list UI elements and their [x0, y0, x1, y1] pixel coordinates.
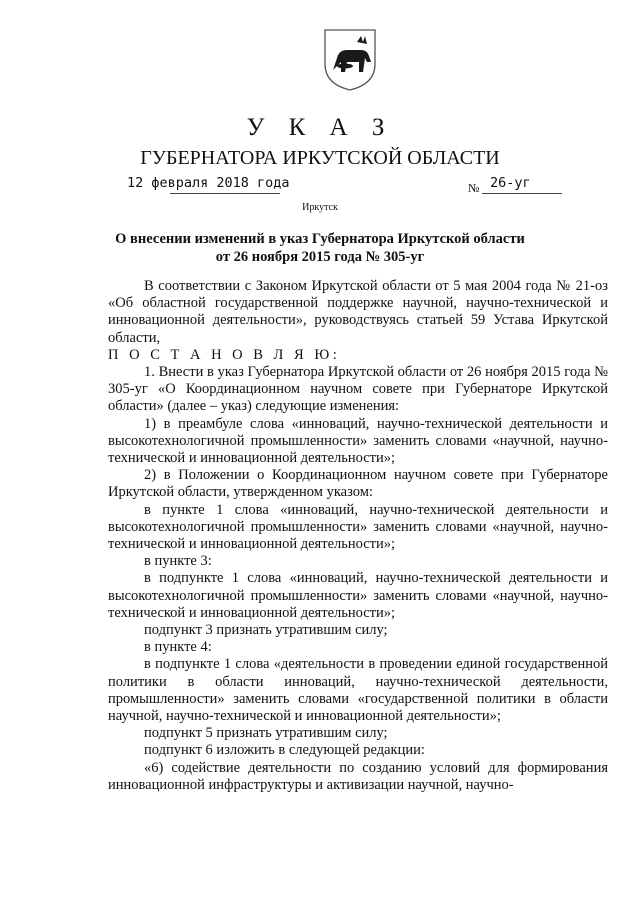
- document-type-title: У К А З: [246, 114, 394, 141]
- document-heading: [0, 230, 640, 266]
- issuer-title: ГУБЕРНАТОРА ИРКУТСКОЙ ОБЛАСТИ: [140, 147, 500, 169]
- paragraph: подпункт 3 признать утратившим силу;: [144, 622, 388, 639]
- paragraph: в пункте 1 слова «инноваций, научно-технической деятельности и высокотехнологичной промышленности» заменить словами «научной, научно-технической и инновационной деятельности»;: [108, 501, 608, 553]
- paragraph: «6) содействие деятельности по созданию условий для формирования инновационной инфраструктуры и активизации научной, научно-: [108, 759, 608, 793]
- document-date: 12 февраля 2018 года: [127, 175, 290, 191]
- paragraph: 2) в Положении о Координационном научном совете при Губернаторе Иркутской области, утвержденном указом:: [108, 467, 608, 501]
- paragraph: в пункте 3:: [144, 553, 212, 570]
- date-underline: [170, 193, 280, 194]
- paragraph: подпункт 6 изложить в следующей редакции:: [144, 742, 425, 759]
- paragraph: 1. Внести в указ Губернатора Иркутской области от 26 ноября 2015 года № 305-уг «О Координационном научном совете при Губернаторе Иркутской области» (далее – указ) следующие изменения:: [108, 364, 608, 415]
- paragraph: в пункте 4:: [144, 639, 212, 656]
- heading-line: от 26 ноября 2015 года № 305-уг: [215, 249, 425, 265]
- paragraph: В соответствии с Законом Иркутской области от 5 мая 2004 года № 21-оз «Об областной государственной поддержке научной, научно-технической и инновационной деятельности», руководствуясь статьей 59 Устава Иркутской области,: [108, 278, 608, 346]
- number-sign: №: [468, 181, 480, 195]
- paragraph: в подпункте 1 слова «инноваций, научно-технической деятельности и высокотехнологичной промышленности» заменить словами «научной, научно-технической и инновационной деятельности»;: [108, 570, 608, 621]
- document-body: [108, 278, 608, 794]
- resolve-word: П О С Т А Н О В Л Я Ю:: [108, 346, 341, 363]
- paragraph: подпункт 5 признать утратившим силу;: [144, 725, 388, 742]
- number-underline: [482, 193, 562, 194]
- document-number: 26-уг: [490, 175, 531, 191]
- city-label: Иркутск: [302, 202, 338, 213]
- paragraph: в подпункте 1 слова «деятельности в проведении единой государственной политики в области инноваций, научно-технической деятельности, промышленности» заменить словами «государственной политики в области научной, научно-технической и инновационной деятельности»;: [108, 656, 608, 725]
- paragraph: 1) в преамбуле слова «инноваций, научно-технической деятельности и высокотехнологичной промышленности» заменить словами «научной, научно-технической и инновационной деятельности»;: [108, 415, 608, 467]
- heading-line: О внесении изменений в указ Губернатора Иркутской области: [115, 231, 525, 247]
- coat-of-arms-icon: [323, 28, 377, 92]
